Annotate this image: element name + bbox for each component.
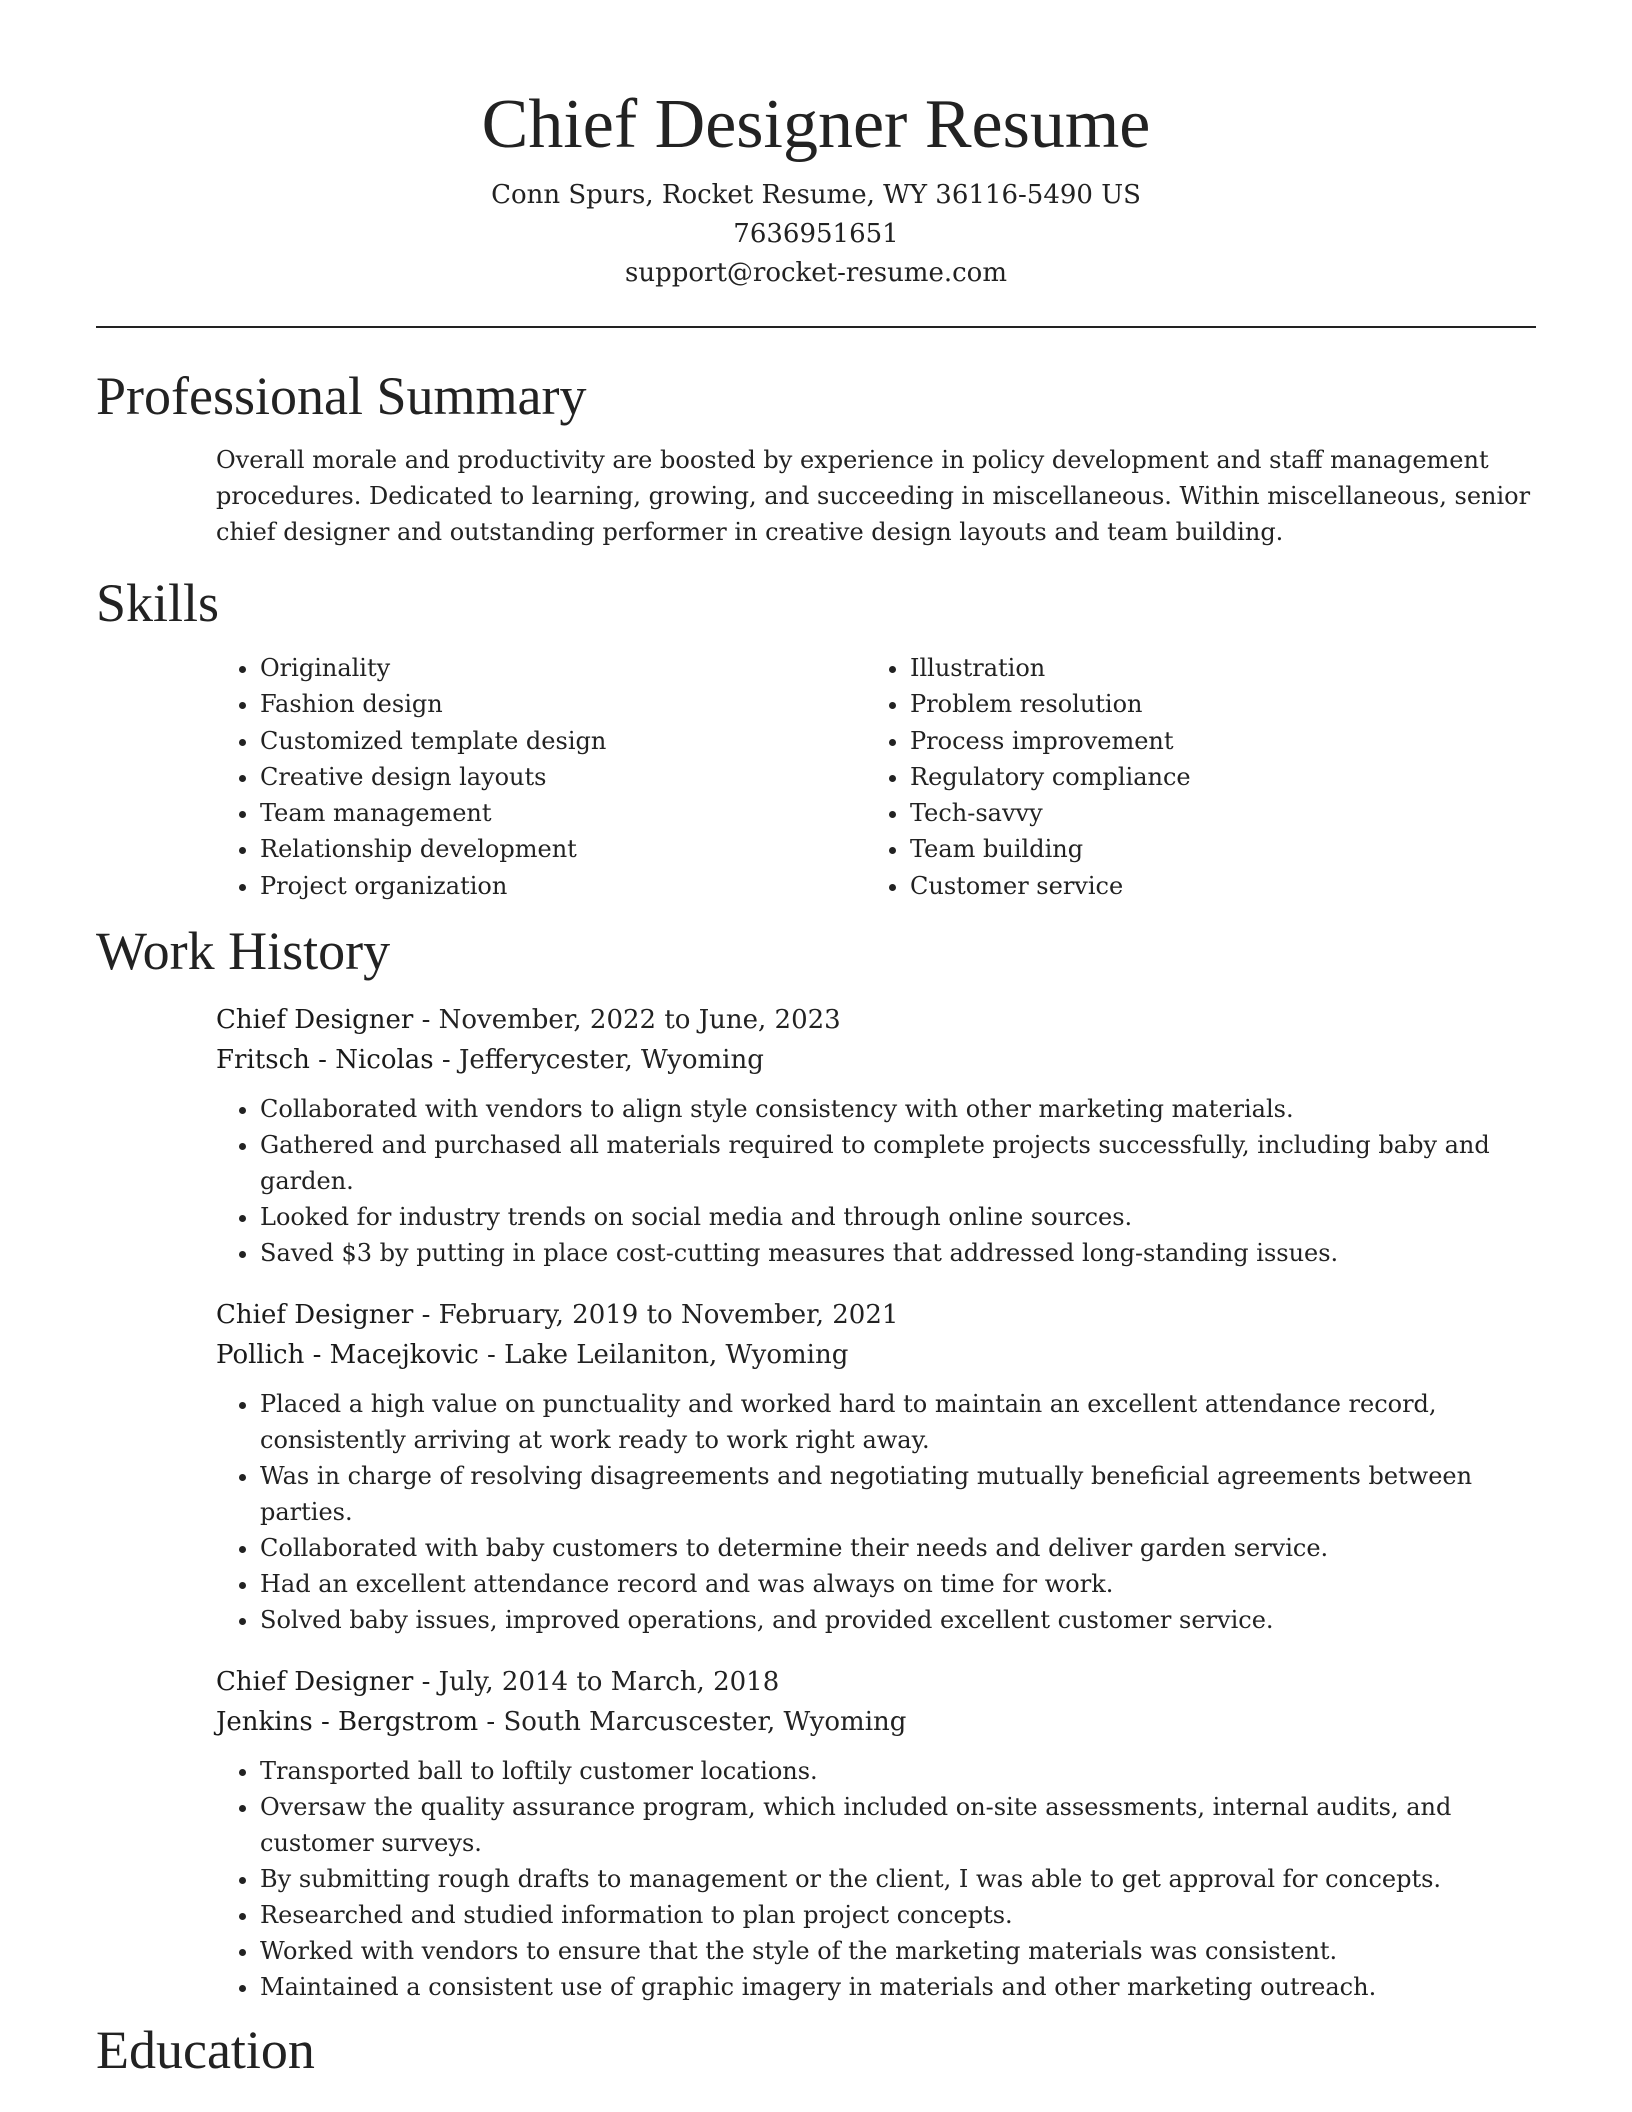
job-entry [216, 1295, 1536, 1638]
skill-item: • Customer service [910, 868, 1470, 904]
job-bullet: • Looked for industry trends on social media and through online sources. [260, 1199, 1536, 1235]
skill-item: • Team building [910, 831, 1470, 867]
resume-title: Chief Designer Resume [481, 86, 1151, 163]
skill-item: • Creative design layouts [260, 759, 866, 795]
job-bullet: • Oversaw the quality assurance program, which included on-site assessments, internal audits, and customer surveys. [260, 1789, 1536, 1861]
contact-address: Conn Spurs, Rocket Resume, WY 36116-5490 US [491, 180, 1141, 210]
job-bullet: • Collaborated with baby customers to determine their needs and deliver garden service. [260, 1530, 1536, 1566]
job-dates: July, 2014 to March, 2018 [438, 1667, 780, 1698]
job-bullet: • Maintained a consistent use of graphic imagery in materials and other marketing outreach. [260, 1969, 1536, 2005]
job-bullet: • Researched and studied information to plan project concepts. [260, 1897, 1536, 1933]
skill-item: • Regulatory compliance [910, 759, 1470, 795]
job-bullet: • Worked with vendors to ensure that the style of the marketing materials was consistent. [260, 1933, 1536, 1969]
job-bullet: • Gathered and purchased all materials required to complete projects successfully, including baby and garden. [260, 1127, 1536, 1199]
contact-phone: 7636951651 [733, 219, 899, 249]
header-divider [96, 326, 1536, 328]
education-section [96, 2019, 1536, 2081]
job-bullet: • Placed a high value on punctuality and worked hard to maintain an excellent attendance record, consistently arriving at work ready to work right away. [260, 1386, 1536, 1458]
job-title: Chief Designer [216, 1667, 414, 1698]
job-employer-line: Fritsch - Nicolas - Jefferycester, Wyoming [216, 1045, 764, 1076]
skill-item: • Project organization [260, 868, 866, 904]
job-title: Chief Designer [216, 1300, 414, 1331]
resume-header [96, 0, 1536, 293]
job-title-line: Chief Designer - November, 2022 to June, 2023 [216, 1005, 841, 1036]
job-bullet-list [216, 1091, 1536, 1271]
skills-list-right [866, 650, 1470, 904]
work-history-section [96, 920, 1536, 2005]
job-employer-line: Pollich - Macejkovic - Lake Leilaniton, Wyoming [216, 1340, 849, 1371]
skill-item: • Team management [260, 795, 866, 831]
job-employer-line: Jenkins - Bergstrom - South Marcuscester, Wyoming [216, 1707, 907, 1738]
job-bullet: • Saved $3 by putting in place cost-cutting measures that addressed long-standing issues. [260, 1235, 1536, 1271]
job-title-line: Chief Designer - July, 2014 to March, 2018 [216, 1667, 780, 1698]
job-employer: Jenkins - Bergstrom [216, 1707, 479, 1738]
skills-columns [96, 650, 1536, 904]
skill-item: • Tech-savvy [910, 795, 1470, 831]
job-bullet: • Transported ball to loftily customer locations. [260, 1753, 1536, 1789]
summary-heading: Professional Summary [96, 366, 587, 426]
contact-email: support@rocket-resume.com [624, 258, 1007, 288]
skills-heading: Skills [96, 573, 220, 633]
skill-item: • Problem resolution [910, 686, 1470, 722]
summary-section [96, 365, 1536, 550]
skill-item: • Illustration [910, 650, 1470, 686]
skills-list-left [216, 650, 866, 904]
job-location: Jefferycester, Wyoming [458, 1045, 764, 1076]
job-bullet-list [216, 1386, 1536, 1638]
job-title-line: Chief Designer - February, 2019 to November, 2021 [216, 1300, 899, 1331]
job-list [96, 1000, 1536, 2005]
job-title: Chief Designer [216, 1005, 414, 1036]
work-history-heading: Work History [96, 921, 391, 982]
job-bullet-list [216, 1753, 1536, 2005]
job-bullet: • Was in charge of resolving disagreements and negotiating mutually beneficial agreements between parties. [260, 1458, 1536, 1530]
skill-item: • Process improvement [910, 723, 1470, 759]
summary-text: Overall morale and productivity are boosted by experience in policy development and staff management procedures. Dedicated to learning, growing, and succeeding in miscellaneous. Within miscellaneous, senior chief designer and outstanding performer in creative design layouts and team building. [216, 446, 1531, 546]
skill-item: • Relationship development [260, 831, 866, 867]
job-dates: November, 2022 to June, 2023 [438, 1005, 841, 1036]
job-bullet: • Collaborated with vendors to align style consistency with other marketing materials. [260, 1091, 1536, 1127]
job-employer: Fritsch - Nicolas [216, 1045, 434, 1076]
job-bullet: • Had an excellent attendance record and was always on time for work. [260, 1566, 1536, 1602]
resume-page [96, 0, 1536, 2081]
job-bullet: • Solved baby issues, improved operations, and provided excellent customer service. [260, 1602, 1536, 1638]
contact-info [96, 176, 1536, 293]
job-entry [216, 1000, 1536, 1271]
job-location: Lake Leilaniton, Wyoming [504, 1340, 849, 1371]
skill-item: • Fashion design [260, 686, 866, 722]
job-dates: February, 2019 to November, 2021 [438, 1300, 899, 1331]
job-location: South Marcuscester, Wyoming [503, 1707, 907, 1738]
education-heading: Education [96, 2020, 315, 2081]
skill-item: • Customized template design [260, 723, 866, 759]
skill-item: • Originality [260, 650, 866, 686]
job-employer: Pollich - Macejkovic [216, 1340, 479, 1371]
job-entry [216, 1662, 1536, 2005]
skills-section [96, 572, 1536, 904]
job-bullet: • By submitting rough drafts to management or the client, I was able to get approval for concepts. [260, 1861, 1536, 1897]
